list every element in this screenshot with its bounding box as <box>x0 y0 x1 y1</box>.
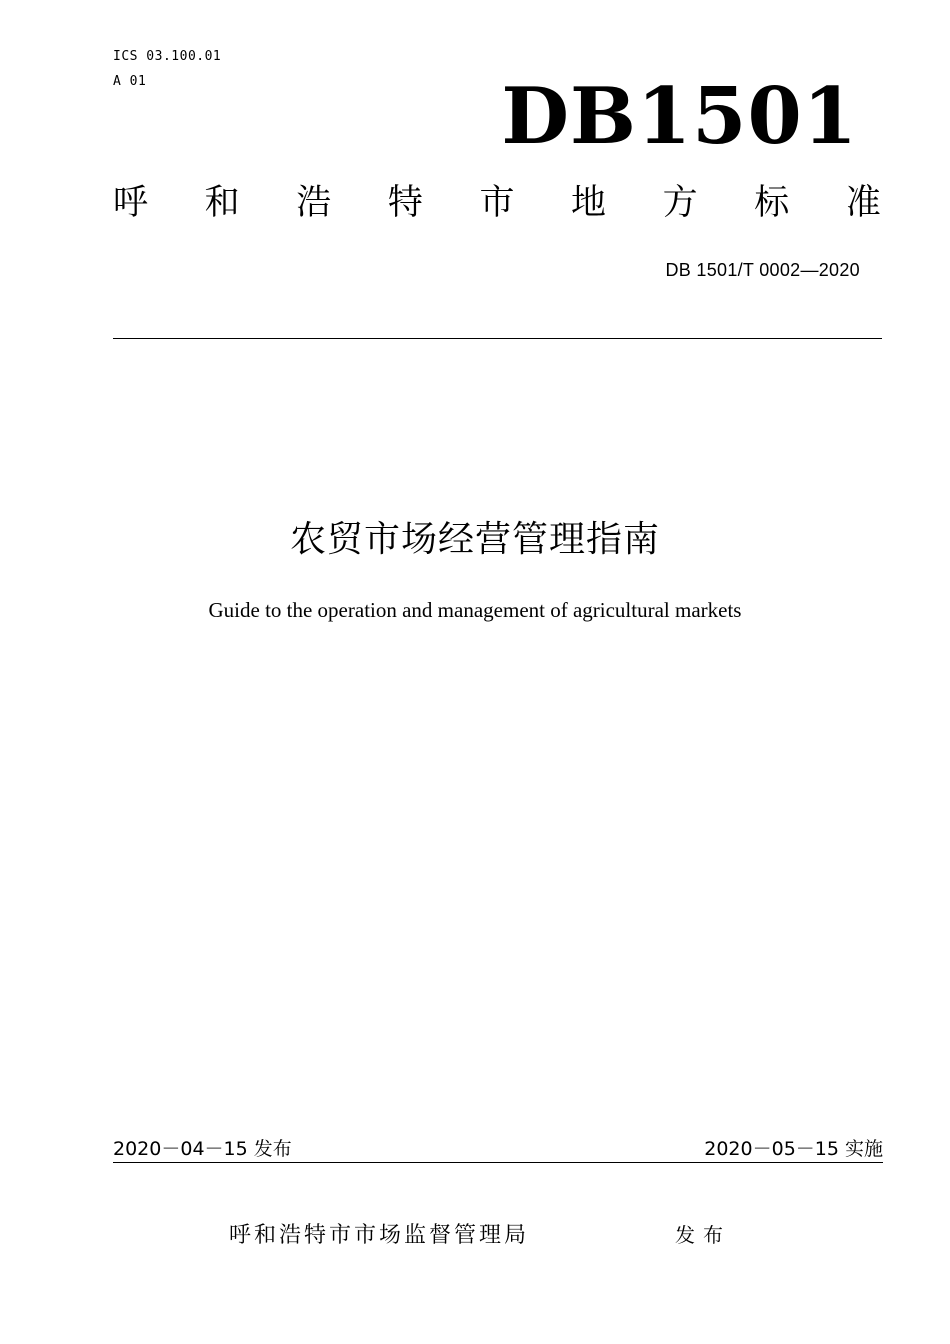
document-title-english: Guide to the operation and management of agricultural markets <box>208 598 742 622</box>
standard-number: DB 1501/T 0002—2020 <box>665 260 860 280</box>
standard-type-char: 特 <box>387 183 423 223</box>
standard-type-char: 和 <box>204 183 240 223</box>
issue-label: 发布 <box>675 1223 731 1247</box>
header-divider <box>113 338 882 339</box>
standard-type-char: 标 <box>754 183 790 223</box>
standard-type-char: 市 <box>479 183 515 223</box>
standard-type-char: 准 <box>845 183 881 223</box>
standard-logo: DB1501 <box>501 71 858 162</box>
standard-type-char: 浩 <box>296 183 332 223</box>
footer-divider <box>113 1162 883 1163</box>
document-title-chinese: 农贸市场经营管理指南 <box>289 519 660 560</box>
standard-type-title <box>113 183 881 223</box>
implementation-date: 2020－05－15 实施 <box>704 1138 883 1160</box>
classification-code: A 01 <box>113 74 147 89</box>
issuing-authority: 呼和浩特市市场监督管理局 <box>229 1223 530 1248</box>
ics-code: ICS 03.100.01 <box>113 49 222 64</box>
standard-type-char: 方 <box>662 183 698 223</box>
standard-type-char: 地 <box>571 183 607 223</box>
issue-date: 2020－04－15 发布 <box>113 1138 292 1160</box>
standard-type-char: 呼 <box>113 183 149 223</box>
